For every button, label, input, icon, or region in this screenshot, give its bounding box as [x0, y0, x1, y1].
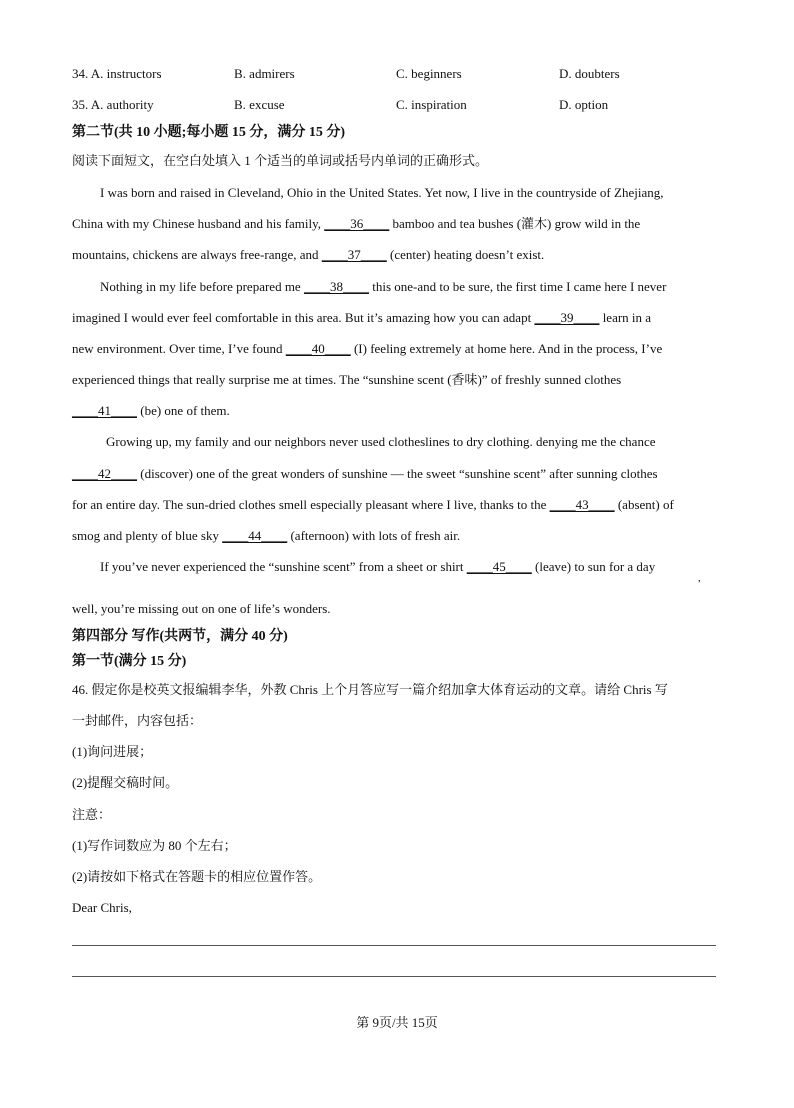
blank-39: ____39____: [534, 310, 600, 325]
passage-line-11: [72, 496, 674, 514]
q46-note: 注意：: [72, 807, 112, 822]
passage-text: (leave) to sun for a day: [531, 559, 656, 574]
q35-option-d: D. option: [559, 97, 609, 112]
section1-heading: 第一节(满分 15 分): [72, 654, 187, 669]
passage-line-3: [72, 246, 544, 264]
blank-38: ____38____: [303, 279, 369, 294]
answer-line-1[interactable]: [72, 945, 716, 946]
passage-text: mountains, chickens are always free-range, and: [72, 247, 322, 262]
passage-text: this one-and to be sure, the first time I came here I never: [368, 279, 667, 294]
passage-text: bamboo and tea bushes (灌木) grow wild in the: [389, 216, 641, 231]
part4-heading: 第四部分 写作(共两节，满分 40 分): [72, 629, 288, 644]
section2-heading: 第二节(共 10 小题;每小题 15 分，满分 15 分): [72, 125, 345, 140]
passage-text: (absent) of: [614, 497, 674, 512]
passage-line-9: Growing up, my family and our neighbors never used clotheslines to dry clothing. denying me the chance: [106, 434, 656, 449]
salutation: Dear Chris,: [72, 900, 132, 915]
q46-note-1: (1)写作词数应为 80 个左右；: [72, 838, 237, 853]
passage-text: If you’ve never experienced the “sunshine scent” from a sheet or shirt: [100, 559, 467, 574]
passage-text: smog and plenty of blue sky: [72, 528, 223, 543]
passage-text: for an entire day. The sun-dried clothes smell especially pleasant where I live, thanks to the: [72, 497, 550, 512]
passage-line-14: well, you’re missing out on one of life’s wonders.: [72, 601, 331, 616]
passage-line-10: [72, 465, 658, 483]
passage-text: Nothing in my life before prepared me: [100, 279, 304, 294]
q46-note-2: (2)请按如下格式在答题卡的相应位置作答。: [72, 869, 322, 884]
blank-37: ____37____: [321, 247, 387, 262]
q35-option-c: C. inspiration: [396, 97, 467, 112]
passage-line-13: [100, 558, 655, 576]
stray-comma: ,: [698, 572, 701, 584]
q46-line-2: 一封邮件，内容包括：: [72, 713, 203, 728]
q35-option-b: B. excuse: [234, 97, 285, 112]
passage-text: (center) heating doesn’t exist.: [386, 247, 545, 262]
question-34: [72, 66, 732, 84]
passage-line-2: [72, 215, 640, 233]
passage-line-7: experienced things that really surprise me at times. The “sunshine scent (香味)” of freshly sunned clothes: [72, 372, 622, 387]
passage-text: learn in a: [599, 310, 652, 325]
passage-line-1: I was born and raised in Cleveland, Ohio in the United States. Yet now, I live in the countryside of Zhejiang,: [100, 185, 664, 200]
answer-line-2[interactable]: [72, 976, 716, 977]
passage-text: (discover) one of the great wonders of sunshine — the sweet “sunshine scent” after sunning clothes: [137, 466, 658, 481]
blank-40: ____40____: [285, 341, 351, 356]
passage-text: (I) feeling extremely at home here. And in the process, I’ve: [350, 341, 663, 356]
question-35: [72, 97, 732, 115]
blank-41: ____41____: [72, 403, 137, 418]
passage-text: imagined I would ever feel comfortable in this area. But it’s amazing how you can adapt: [72, 310, 535, 325]
passage-line-12: [72, 527, 460, 545]
blank-45: ____45____: [466, 559, 532, 574]
q34-option-b: B. admirers: [234, 66, 295, 81]
passage-line-4: [100, 278, 666, 296]
q34-option-d: D. doubters: [559, 66, 620, 81]
passage-line-8: [72, 402, 230, 420]
section2-instruction: 阅读下面短文，在空白处填入 1 个适当的单词或括号内单词的正确形式。: [72, 153, 489, 168]
blank-43: ____43____: [549, 497, 615, 512]
q35-option-a: 35. A. authority: [72, 97, 154, 112]
q46-item-2: (2)提醒交稿时间。: [72, 775, 179, 790]
page-footer: 第 9页/共 15页: [356, 1015, 438, 1030]
blank-42: ____42____: [72, 466, 137, 481]
blank-36: ____36____: [324, 216, 390, 231]
passage-line-5: [72, 309, 651, 327]
passage-text: (afternoon) with lots of fresh air.: [287, 528, 461, 543]
q34-option-c: C. beginners: [396, 66, 462, 81]
q46-item-1: (1)询问进展；: [72, 744, 153, 759]
passage-text: new environment. Over time, I’ve found: [72, 341, 286, 356]
q46-line-1: 46. 假定你是校英文报编辑李华，外教 Chris 上个月答应写一篇介绍加拿大体育运动的文章。请给 Chris 写: [72, 682, 668, 697]
passage-text: China with my Chinese husband and his family,: [72, 216, 325, 231]
blank-44: ____44____: [222, 528, 288, 543]
q34-option-a: 34. A. instructors: [72, 66, 162, 81]
passage-text: (be) one of them.: [137, 403, 230, 418]
passage-line-6: [72, 340, 662, 358]
